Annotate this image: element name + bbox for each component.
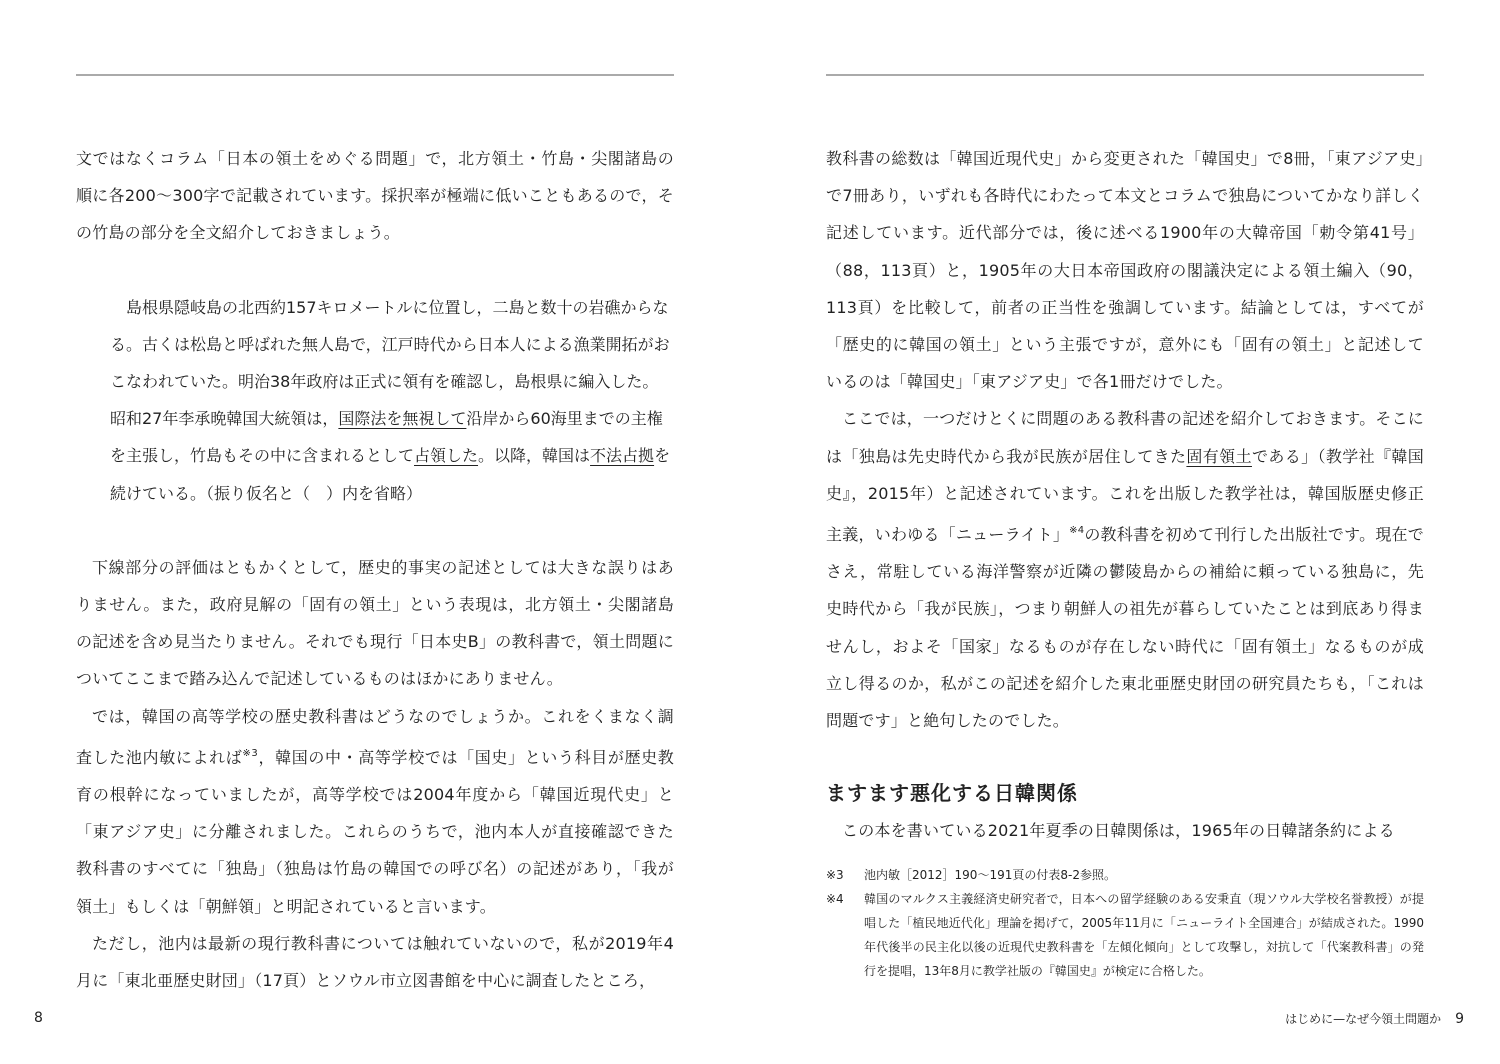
footnote-mark: ※4 — [826, 892, 844, 907]
underlined-text: 占領した — [414, 446, 479, 466]
body-paragraph — [76, 698, 674, 925]
body-paragraph: ただし，池内は最新の現行教科書については触れていないので，私が2019年4月に「東北亜歴史財団」（17頁）とソウル市立図書館を中心に調査したところ， — [76, 933, 674, 991]
body-column — [76, 140, 674, 999]
paragraph-text: では，韓国の高等学校の歴史教科書はどうなのでしょうか。これをくまなく調査した池内敏によれば — [76, 706, 674, 767]
quote-text: 沿岸から60海里までの主権を主張し，竹島もその中に含まれるとして — [110, 409, 663, 466]
footnote — [826, 887, 1424, 983]
paragraph-text: である」（教学社『韓国史』，2015年）と記述されています。これを出版した教学社は，韓国版歴史修正主義，いわゆる「ニューライト」 — [826, 446, 1424, 545]
quote-text: 島根県隠岐島の北西約157キロメートルに位置し，二島と数十の岩礁からなる。古くは松島と呼ばれた無人島で，江戸時代から日本人による漁業開拓がおこなわれていた。明治38年政府は正式に領有を確認し，島根県に編入した。昭和27年李承晩韓国大統領は， — [110, 297, 670, 429]
body-paragraph: 教科書の総数は「韓国近現代史」から変更された「韓国史」で8冊，「東アジア史」で7冊あり，いずれも各時代にわたって本文とコラムで独島についてかなり詳しく記述しています。近代部分では，後に述べる1900年の大韓帝国「勅令第41号」（88，113頁）と，1905年の大日本帝国政府の閣議決定による領土編入（90，113頁）を比較して，前者の正当性を強調しています。結論としては，すべてが「歴史的に韓国の領土」という主張ですが，意外にも「固有の領土」と記述しているのは「韓国史」「東アジア史」で各1冊だけでした。 — [826, 149, 1424, 392]
footnote-mark: ※3 — [826, 868, 844, 883]
paragraph-text: ，韓国の中・高等学校では「国史」という科目が歴史教育の根幹になっていましたが，高等学校では2004年度から「韓国近現代史」と「東アジア史」に分離されました。これらのうちで，池内本人が直接確認できた教科書のすべてに「独島」（独島は竹島の韓国での呼び名）の記述があり，「我が領土」もしくは「朝鮮領」と明記されていると言います。 — [76, 747, 674, 916]
top-rule — [76, 74, 674, 76]
page-number: 9 — [1455, 1011, 1464, 1027]
body-paragraph: 下線部分の評価はともかくとして，歴史的事実の記述としては大きな誤りはありません。また，政府見解の「固有の領土」という表現は，北方領土・尖閣諸島の記述を含め見当たりません。それでも現行「日本史B」の教科書で，領土問題についてここまで踏み込んで記述しているものはほかにありません。 — [76, 557, 674, 689]
footnote-ref[interactable]: ※4 — [1069, 525, 1085, 537]
underlined-text: 不法占拠 — [590, 446, 655, 466]
footnote-ref[interactable]: ※3 — [242, 747, 258, 759]
quote-text: 。以降，韓国は — [478, 446, 591, 466]
running-footer — [1285, 1010, 1464, 1027]
paragraph-text: の教科書を初めて刊行した出版社です。現在でさえ，常駐している海洋警察が近隣の鬱陵島からの補給に頼っている独島に，先史時代から「我が民族」，つまり朝鮮人の祖先が暮らしていたことは到底あり得ませんし，およそ「国家」なるものが存在しない時代に「固有領土」なるものが成立し得るのか，私がこの記述を紹介した東北亜歴史財団の研究員たちも，「これは問題です」と絶句したのでした。 — [826, 525, 1424, 731]
quote-text: を続けている。（振り仮名と（ ）内を省略） — [110, 446, 671, 503]
page-number: 8 — [34, 1010, 43, 1026]
body-paragraph — [826, 400, 1424, 739]
body-paragraph: この本を書いている2021年夏季の日韓関係は，1965年の日韓諸条約による — [842, 821, 1395, 841]
underlined-text: 固有領土 — [1186, 446, 1252, 466]
footnote-text: 池内敏［2012］190〜191頁の付表8-2参照。 — [864, 868, 1116, 883]
footnote-text: 韓国のマルクス主義経済史研究者で，日本への留学経験のある安秉直（現ソウル大学校名誉教授）が提唱した「植民地近代化」理論を掲げて，2005年11月に「ニューライト全国連合」が結成された。1990年代後半の民主化以後の近現代史教科書を「左傾化傾向」として攻撃し，対抗して「代案教科書」の発行を提唱，13年8月に教学社版の『韓国史』が検定に合格した。 — [864, 892, 1424, 979]
top-rule — [826, 74, 1424, 76]
section-heading: ますます悪化する日韓関係 — [826, 781, 1078, 806]
body-paragraph: 文ではなくコラム「日本の領土をめぐる問題」で，北方領土・竹島・尖閣諸島の順に各200〜300字で記載されています。採択率が極端に低いこともあるので，その竹島の部分を全文紹介しておきましょう。 — [76, 149, 674, 243]
paragraph-text: ここでは，一つだけとくに問題のある教科書の記述を紹介しておきます。そこには「独島は先史時代から我が民族が居住してきた — [826, 409, 1424, 466]
footnotes — [826, 863, 1424, 983]
footnote — [826, 863, 1424, 887]
underlined-text: 国際法を無視して — [338, 409, 467, 429]
block-quote — [110, 289, 674, 512]
running-head: はじめに—なぜ今領土問題か — [1285, 1012, 1442, 1026]
body-column — [826, 140, 1424, 983]
right-page — [750, 0, 1500, 1064]
